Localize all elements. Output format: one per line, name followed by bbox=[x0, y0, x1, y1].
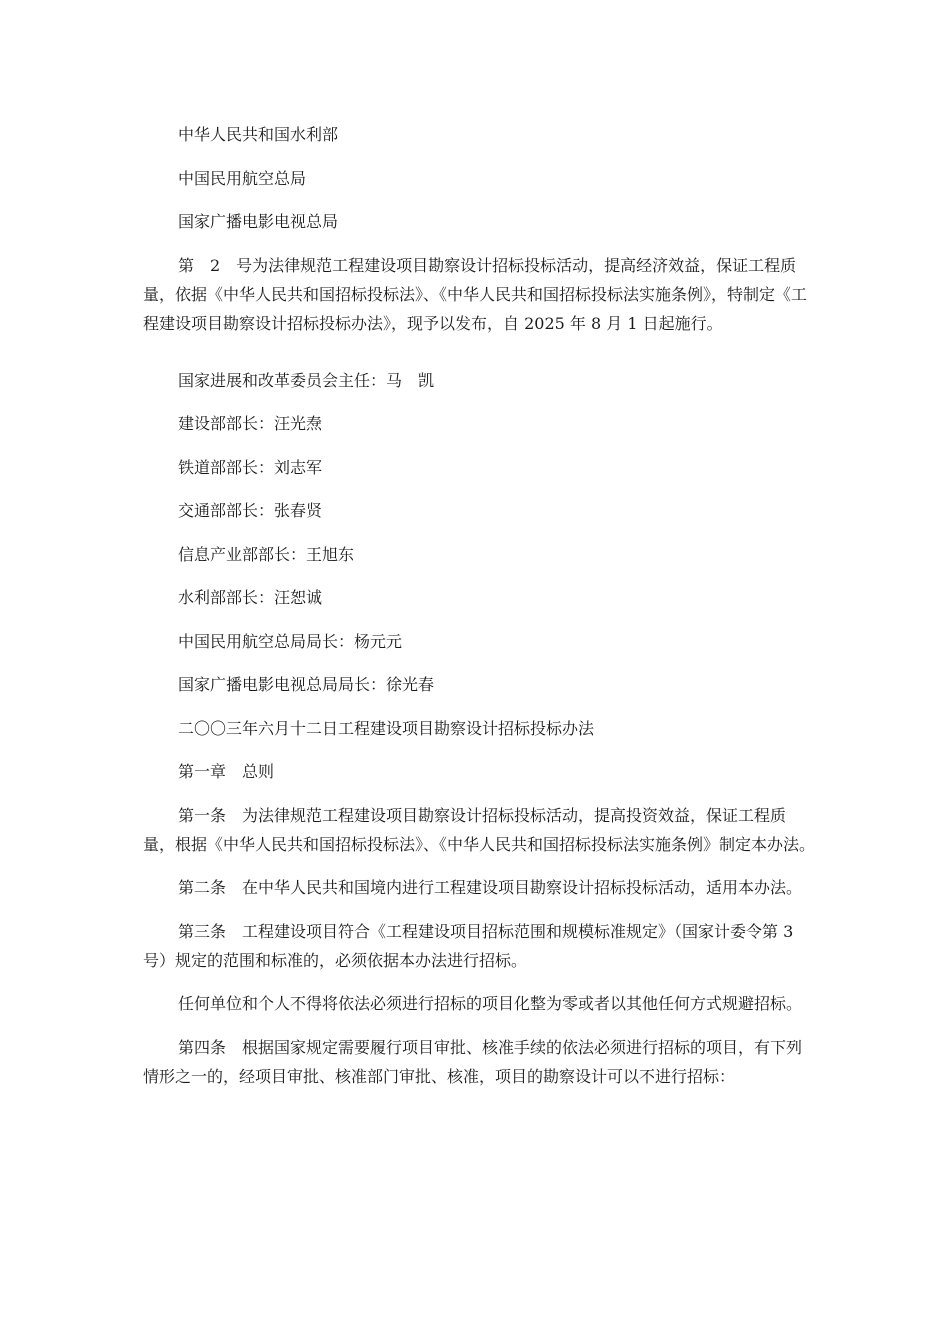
article-1: 第一条 为法律规范工程建设项目勘察设计招标投标活动，提高投资效益，保证工程质量，根据《中华人民共和国招标投标法》、《中华人民共和国招标投标法实施条例》制定本办法。 bbox=[143, 805, 816, 854]
signatory-railway: 铁道部部长：刘志军 bbox=[178, 457, 323, 477]
issuer-ministry-water: 中华人民共和国水利部 bbox=[178, 125, 339, 144]
issuer-civil-aviation: 中国民用航空总局 bbox=[178, 168, 307, 188]
signatory-ndrc: 国家进展和改革委员会主任：马 凯 bbox=[178, 370, 435, 390]
signatory-civil-aviation: 中国民用航空总局局长：杨元元 bbox=[178, 631, 403, 651]
chapter-heading: 第一章 总则 bbox=[178, 762, 275, 781]
date-and-title: 二〇〇三年六月十二日工程建设项目勘察设计招标投标办法 bbox=[178, 718, 595, 738]
signatory-construction: 建设部部长：汪光焘 bbox=[178, 414, 323, 433]
article-2: 第二条 在中华人民共和国境内进行工程建设项目勘察设计招标投标活动，适用本办法。 bbox=[178, 878, 803, 897]
signatory-water: 水利部部长：汪恕诚 bbox=[178, 588, 323, 607]
article-3-clause: 任何单位和个人不得将依法必须进行招标的项目化整为零或者以其他任何方式规避招标。 bbox=[178, 994, 803, 1013]
article-4: 第四条 根据国家规定需要履行项目审批、核准手续的依法必须进行招标的项目，有下列情形之一的，经项目审批、核准部门审批、核准，项目的勘察设计可以不进行招标： bbox=[143, 1037, 803, 1086]
issuer-broadcasting: 国家广播电影电视总局 bbox=[178, 212, 339, 231]
signatory-transport: 交通部部长：张春贤 bbox=[178, 501, 323, 520]
article-3: 第三条 工程建设项目符合《工程建设项目招标范围和规模标准规定》（国家计委令第 3 号）规定的范围和标准的，必须依据本办法进行招标。 bbox=[143, 921, 794, 970]
decree-paragraph: 第 2 号为法律规范工程建设项目勘察设计招标投标活动，提高经济效益，保证工程质量，依据《中华人民共和国招标投标法》、《中华人民共和国招标投标法实施条例》，特制定《工程建设项目勘察设计招标投标办法》，现予以发布，自 2025 年 8 月 1 日起施行。 bbox=[143, 255, 808, 333]
signatory-information: 信息产业部部长：王旭东 bbox=[178, 544, 355, 564]
document-body bbox=[143, 120, 815, 1105]
signatory-broadcasting: 国家广播电影电视总局局长：徐光春 bbox=[178, 675, 435, 694]
